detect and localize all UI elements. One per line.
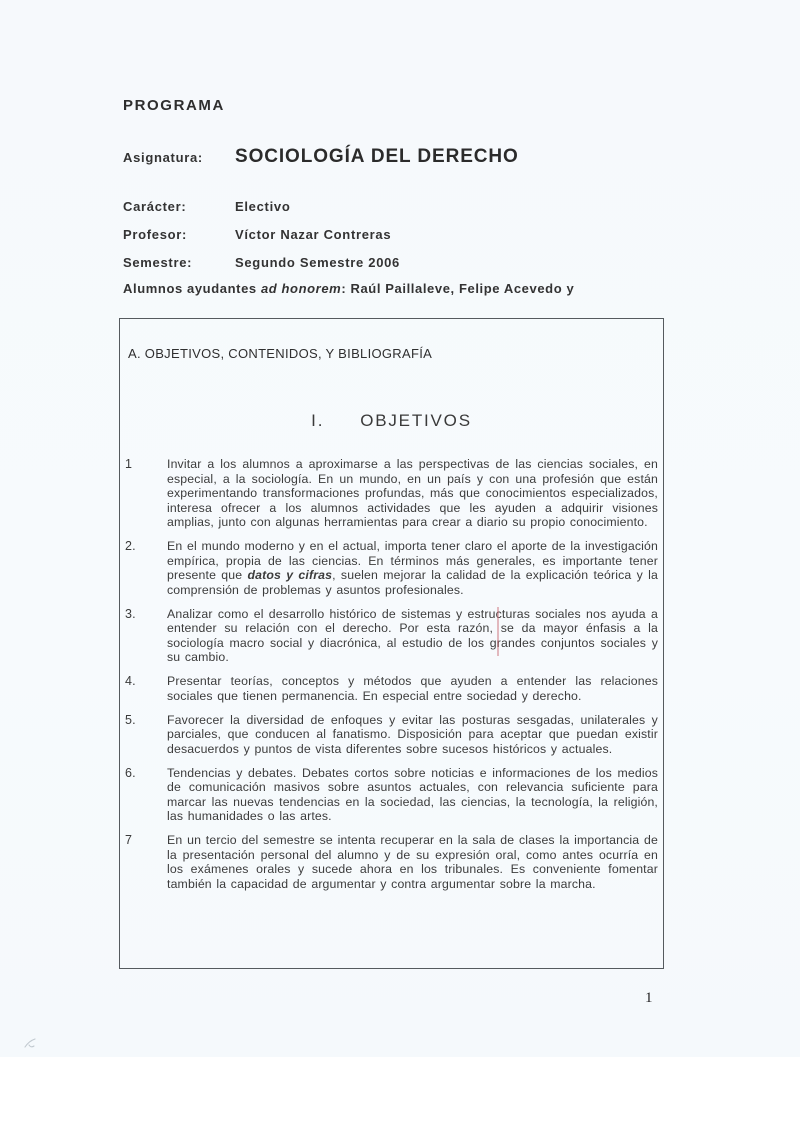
objective-text: Tendencias y debates. Debates cortos sobre noticias e informaciones de los medios de comunicación masivos sobre asuntos actuales, con relevancia suficiente para marcar las nuevas tendencias en la sociedad, las ciencias, la tecnología, la religión, las humanidades o las artes. (167, 765, 658, 823)
page-number: 1 (645, 990, 653, 1006)
objective-text: Invitar a los alumnos a aproximarse a las perspectivas de las ciencias sociales, en especial, a la sociología. En un mundo, en un país y con una profesión que están experimentando transformaciones profundas, más que conocimientos especializados, interesa ofrecer a los alumnos actividades que les ayuden a adquirir visiones amplias, junto con algunas herramientas para crear a diario su propio conocimiento. (167, 457, 658, 529)
objective-text: En un tercio del semestre se intenta recuperar en la sala de clases la importancia de la presentación personal del alumno y de su expresión oral, como antes ocurría en los exámenes orales y sucede ahora en los tribunales. Es conveniente fomentar también la capacidad de argumentar y contra argumentar sobre la marcha. (167, 833, 658, 891)
objective-text (167, 539, 658, 597)
objective-text-after: , suelen mejorar la calidad de la explicación teórica y la comprensión de problemas y asuntos profesionales. (167, 568, 659, 597)
objective-number: 2. (125, 539, 136, 553)
field-asignatura (123, 146, 519, 168)
field-value: Electivo (235, 199, 291, 214)
field-profesor (123, 227, 391, 242)
pencil-mark-icon (22, 1032, 46, 1052)
objective-item (120, 674, 658, 703)
field-value: Segundo Semestre 2006 (235, 255, 400, 270)
objectives-subheading (120, 411, 663, 431)
field-label: Semestre: (123, 255, 193, 270)
objective-number: 7 (125, 833, 133, 847)
objective-number: 6. (125, 765, 136, 780)
objective-item (120, 833, 658, 891)
field-label: Asignatura: (123, 150, 203, 165)
scan-artifact-line (497, 607, 499, 656)
assistants-latin-phrase: ad honorem (260, 281, 342, 296)
course-title: SOCIOLOGÍA DEL DERECHO (235, 146, 519, 167)
objective-text-before: En el mundo moderno y en el actual, importa tener claro el aporte de la investigación empírica, propia de las ciencias. En términos más generales, es importante tener presente que (167, 539, 658, 582)
field-value: Víctor Nazar Contreras (235, 227, 392, 242)
assistants-line (123, 281, 683, 296)
subheading-numeral: I. (311, 411, 325, 430)
objective-item (120, 766, 658, 824)
objectives-list (120, 457, 663, 891)
objective-number: 3. (125, 606, 136, 621)
objective-item (120, 607, 658, 665)
field-semestre (123, 255, 400, 270)
objective-number: 4. (125, 674, 136, 688)
assistants-suffix: : Raúl Paillaleve, Felipe Acevedo y (341, 281, 575, 296)
assistants-prefix: Alumnos ayudantes (123, 281, 261, 296)
objective-number: 5. (125, 712, 136, 727)
document-title: PROGRAMA (123, 97, 225, 114)
objective-text: Favorecer la diversidad de enfoques y evitar las posturas sesgadas, unilaterales y parciales, que conducen al fanatismo. Disposición para aceptar que puedan existir desacuerdos y puntos de vista diferentes sobre sucesos históricos y actuales. (167, 712, 658, 756)
objective-text: Analizar como el desarrollo histórico de sistemas y estructuras sociales nos ayuda a entender su relación con el derecho. Por esta razón, se da mayor énfasis a la sociología macro social y diacrónica, al estudio de los grandes conjuntos sociales y su cambio. (167, 606, 658, 664)
section-box (119, 318, 664, 969)
subheading-title: OBJETIVOS (360, 411, 472, 430)
objective-item (120, 457, 658, 530)
objective-item (120, 713, 658, 757)
objective-item (120, 539, 658, 597)
section-heading: A. OBJETIVOS, CONTENIDOS, Y BIBLIOGRAFÍA (128, 346, 433, 361)
objective-emphasis: datos y cifras (247, 568, 333, 582)
objective-number: 1 (125, 457, 133, 471)
field-caracter (123, 199, 290, 214)
objective-text: Presentar teorías, conceptos y métodos que ayuden a entender las relaciones sociales que tienen permanencia. En especial entre sociedad y derecho. (167, 674, 658, 703)
field-label: Carácter: (123, 199, 187, 214)
field-label: Profesor: (123, 227, 188, 242)
